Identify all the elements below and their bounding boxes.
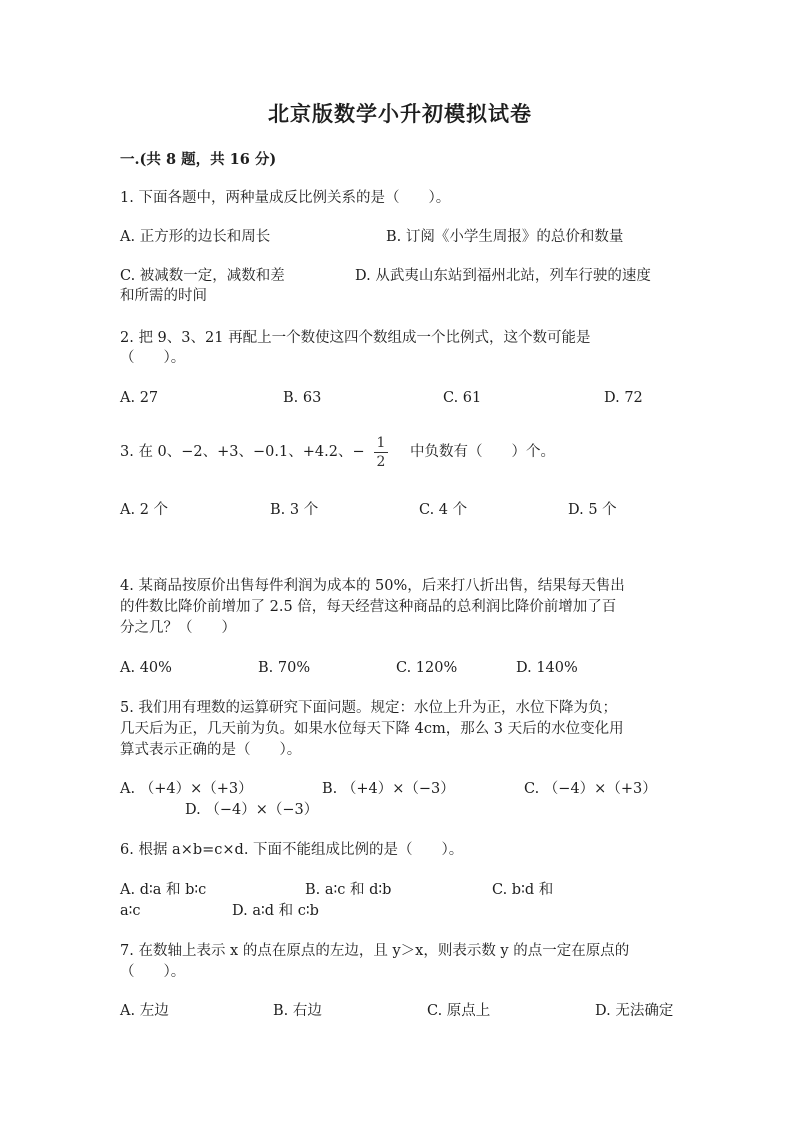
question-1-option-a: A. 正方形的边长和周长	[120, 229, 271, 245]
question-5-option-d: D. （−4）×（−3）	[185, 802, 319, 818]
question-1-option-b: B. 订阅《小学生周报》的总价和数量	[386, 229, 624, 245]
question-5-option-b: B. （+4）×（−3）	[322, 781, 455, 797]
question-7-option-a: A. 左边	[120, 1003, 169, 1019]
question-6-option-d: D. a∶d 和 c∶b	[232, 903, 319, 919]
question-4-option-d: D. 140%	[516, 660, 578, 676]
question-5-stem-line-2: 几天后为正，几天前为负。如果水位每天下降 4cm，那么 3 天后的水位变化用	[120, 721, 624, 737]
question-1-stem: 1. 下面各题中，两种量成反比例关系的是（ ）。	[120, 190, 451, 206]
question-1-option-c: C. 被减数一定，减数和差	[120, 268, 285, 284]
question-2-option-c: C. 61	[443, 390, 482, 406]
question-5-stem-line-3: 算式表示正确的是（ ）。	[120, 742, 302, 758]
question-3-option-b: B. 3 个	[270, 502, 319, 518]
section-header: 一.(共 8 题，共 16 分)	[120, 151, 277, 168]
fraction-denominator: 2	[376, 454, 386, 470]
question-4-option-b: B. 70%	[258, 660, 311, 676]
question-2-option-a: A. 27	[120, 390, 159, 406]
fraction-bar	[374, 452, 388, 453]
question-3-option-a: A. 2 个	[120, 502, 169, 518]
question-4-stem: 4. 某商品按原价出售每件利润为成本的 50%，后来打八折出售，结果每天售出	[120, 578, 625, 594]
question-6-option-a: A. d∶a 和 b∶c	[120, 882, 207, 898]
question-3-option-c: C. 4 个	[419, 502, 468, 518]
question-3-option-d: D. 5 个	[568, 502, 617, 518]
question-6-stem: 6. 根据 a×b=c×d. 下面不能组成比例的是（ ）。	[120, 842, 464, 858]
question-7-stem: 7. 在数轴上表示 x 的点在原点的左边，且 y＞x，则表示数 y 的点一定在原点的	[120, 943, 630, 959]
question-1-option-d-continued: 和所需的时间	[120, 288, 207, 304]
question-6-option-c-continued: a∶c	[120, 903, 141, 919]
question-2-stem-continued: （ ）。	[120, 350, 186, 366]
question-2-option-b: B. 63	[283, 390, 322, 406]
question-4-option-a: A. 40%	[120, 660, 172, 676]
question-5-stem: 5. 我们用有理数的运算研究下面问题。规定：水位上升为正，水位下降为负；	[120, 700, 617, 716]
question-4-stem-line-3: 分之几？（ ）	[120, 620, 236, 636]
question-3-stem: 3. 在 0、−2、+3、−0.1、+4.2、−	[120, 444, 365, 460]
question-6-option-c: C. b∶d 和	[492, 882, 554, 898]
question-5-option-a: A. （+4）×（+3）	[120, 781, 253, 797]
question-3-stem-continued: 中负数有（ ）个。	[410, 444, 555, 460]
question-6-option-b: B. a∶c 和 d∶b	[305, 882, 392, 898]
question-7-option-d: D. 无法确定	[595, 1003, 674, 1019]
question-2-option-d: D. 72	[604, 390, 643, 406]
question-2-stem: 2. 把 9、3、21 再配上一个数使这四个数组成一个比例式，这个数可能是	[120, 330, 591, 346]
question-4-option-c: C. 120%	[396, 660, 458, 676]
question-7-option-b: B. 右边	[273, 1003, 322, 1019]
exam-title: 北京版数学小升初模拟试卷	[268, 101, 532, 126]
question-7-option-c: C. 原点上	[427, 1003, 491, 1019]
question-5-option-c: C. （−4）×（+3）	[524, 781, 657, 797]
fraction-numerator: 1	[376, 435, 386, 451]
question-1-option-d: D. 从武夷山东站到福州北站，列车行驶的速度	[355, 268, 651, 284]
question-4-stem-line-2: 的件数比降价前增加了 2.5 倍，每天经营这种商品的总利润比降价前增加了百	[120, 599, 617, 615]
question-7-stem-continued: （ ）。	[120, 964, 186, 980]
fraction-one-half	[372, 435, 390, 470]
